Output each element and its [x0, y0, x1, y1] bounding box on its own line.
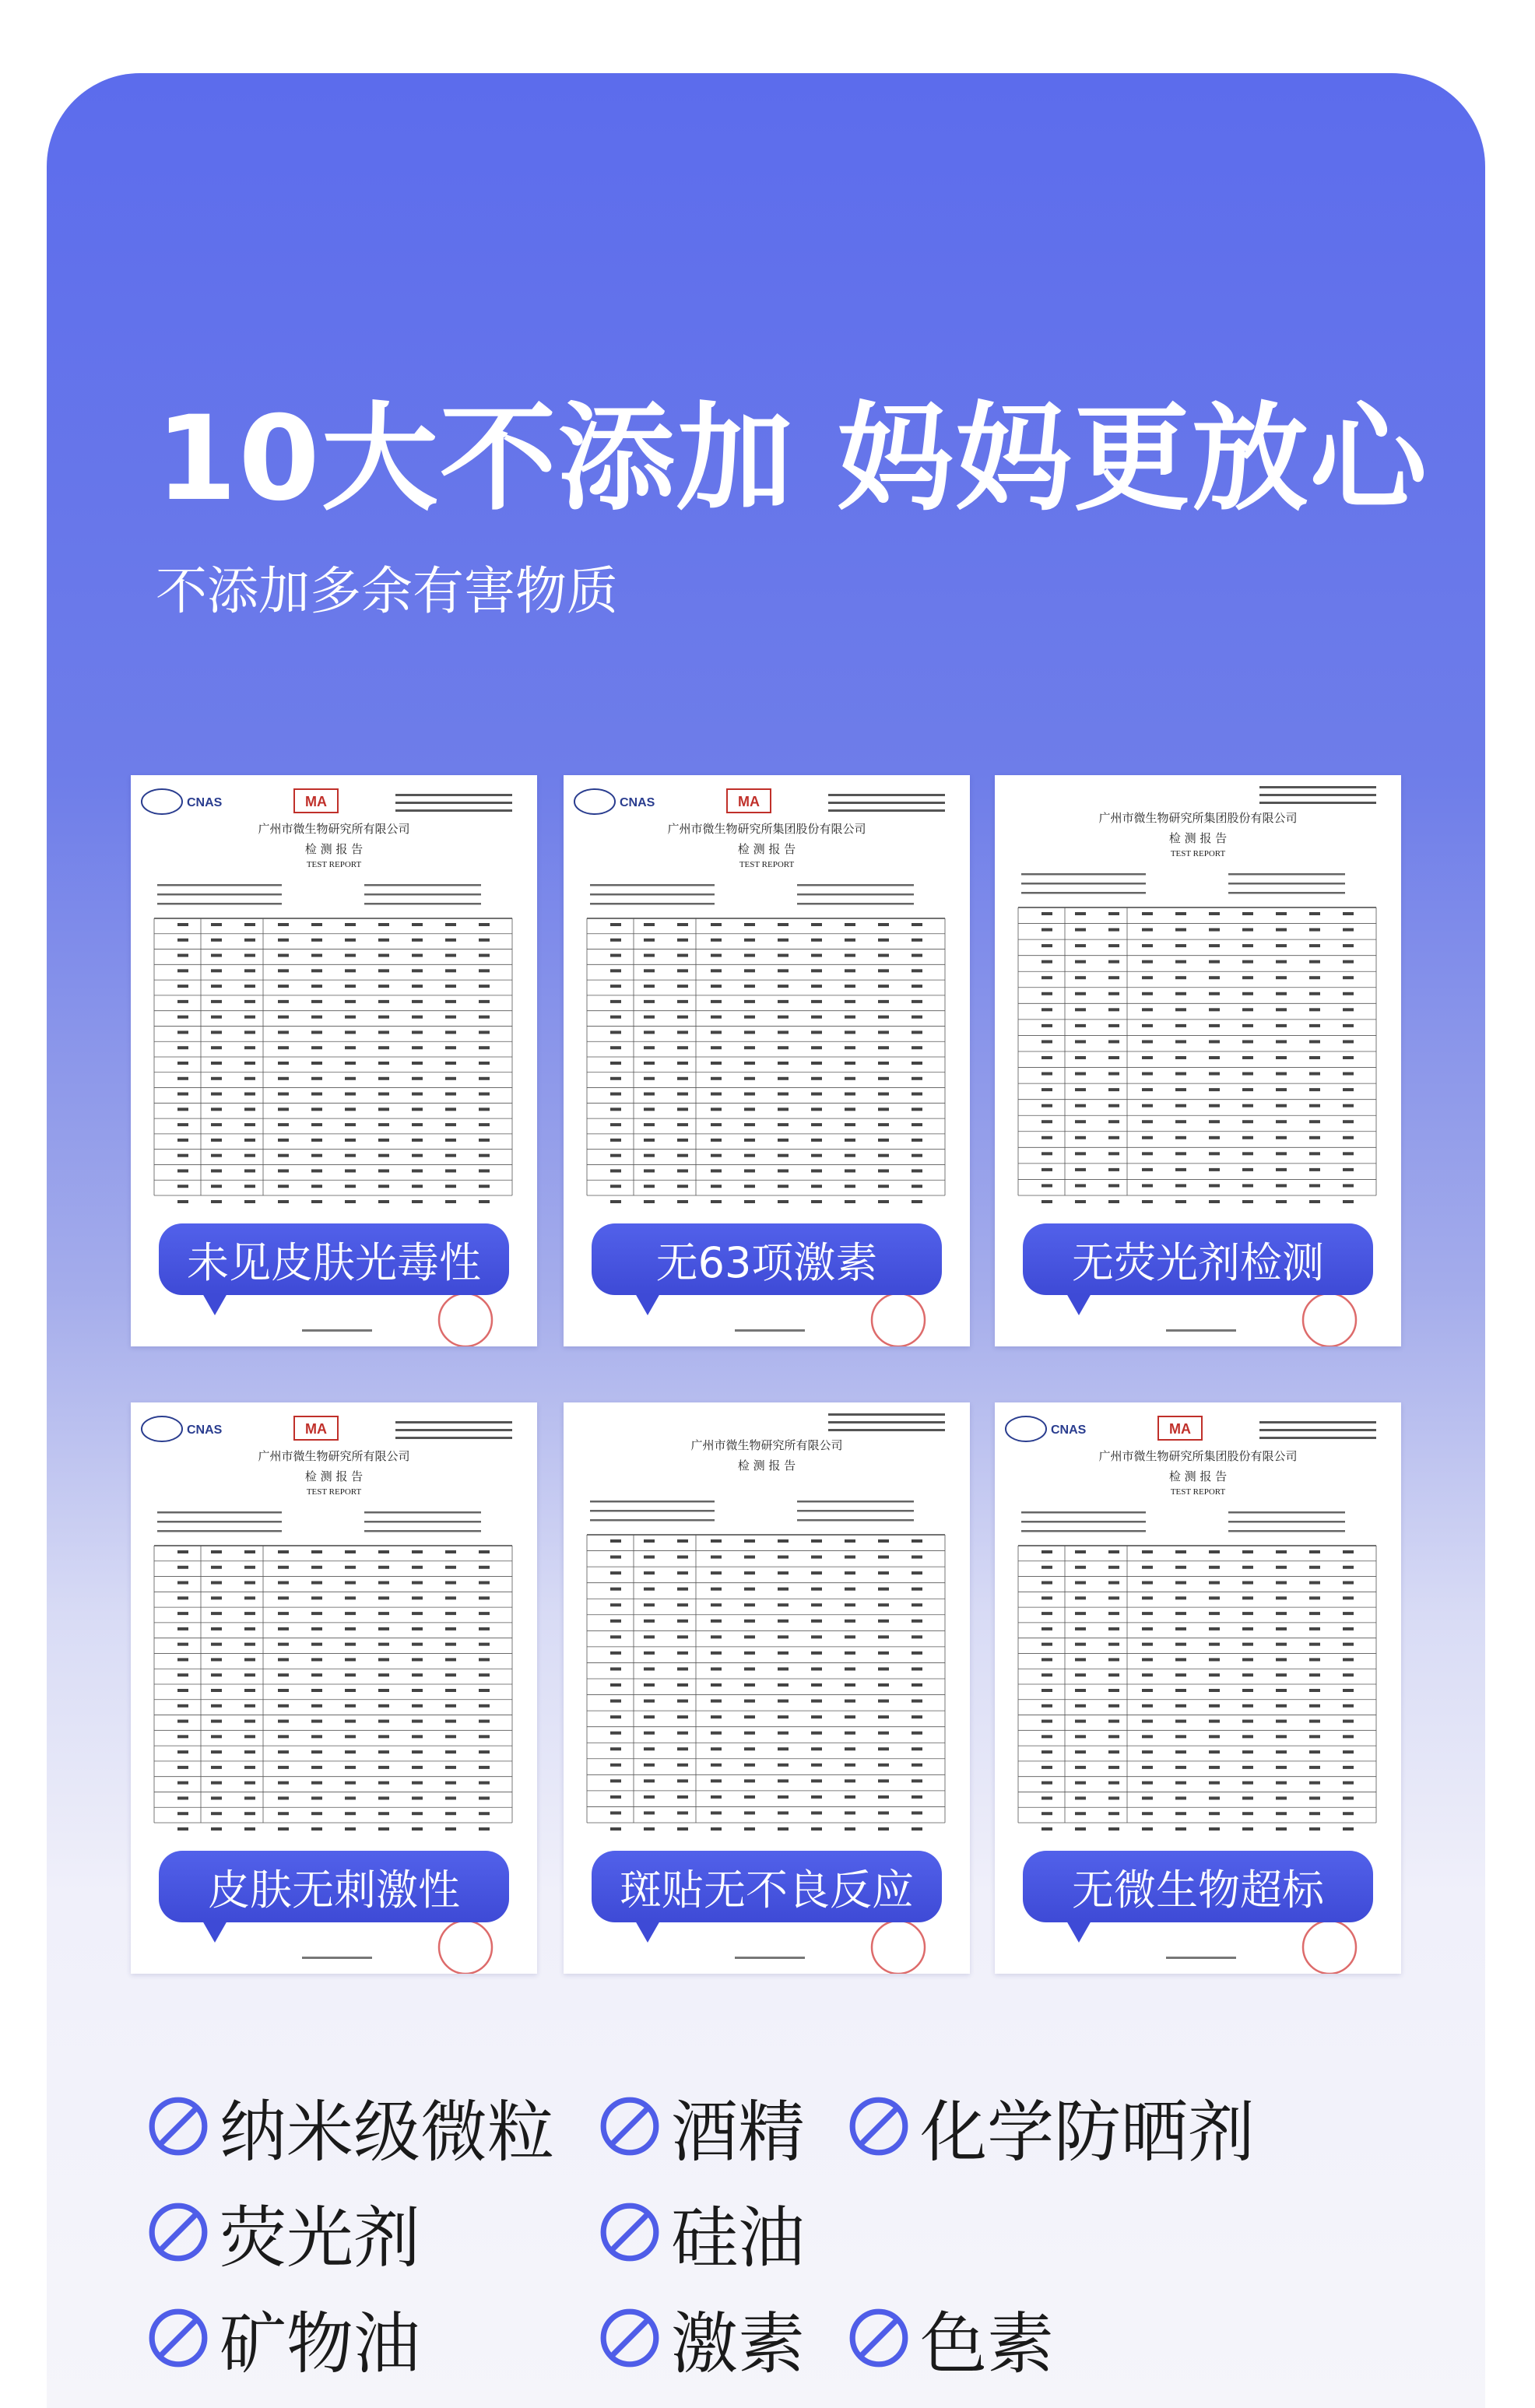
no-add-item	[847, 2078, 1255, 2175]
svg-text:TEST REPORT: TEST REPORT	[739, 860, 795, 869]
prohibited-icon	[847, 2306, 911, 2370]
report-badge: 无63项激素	[592, 1223, 942, 1295]
svg-text:广州市微生物研究所集团股份有限公司: 广州市微生物研究所集团股份有限公司	[1098, 1449, 1298, 1463]
subheadline: 不添加多余有害物质	[156, 561, 618, 621]
prohibited-icon	[146, 2094, 210, 2158]
no-add-item	[146, 2290, 420, 2386]
prohibited-icon	[598, 2094, 662, 2158]
report-badge: 斑贴无不良反应	[592, 1851, 942, 1922]
svg-text:MA: MA	[305, 1421, 327, 1437]
report-card	[564, 775, 970, 1346]
svg-text:MA: MA	[738, 794, 760, 809]
svg-text:检 测 报 告: 检 测 报 告	[304, 842, 364, 856]
svg-text:CNAS: CNAS	[187, 796, 223, 809]
svg-text:检 测 报 告: 检 测 报 告	[1168, 1469, 1228, 1483]
no-add-item	[598, 2184, 805, 2280]
svg-text:广州市微生物研究所集团股份有限公司: 广州市微生物研究所集团股份有限公司	[667, 822, 866, 836]
svg-text:广州市微生物研究所有限公司: 广州市微生物研究所有限公司	[258, 822, 410, 836]
svg-text:检 测 报 告: 检 测 报 告	[1168, 831, 1228, 845]
svg-text:广州市微生物研究所有限公司: 广州市微生物研究所有限公司	[690, 1438, 843, 1452]
report-card	[564, 1402, 970, 1974]
no-add-item-label: 矿物油	[220, 2305, 420, 2383]
svg-text:TEST REPORT: TEST REPORT	[1170, 1487, 1226, 1497]
no-add-item	[146, 2078, 554, 2175]
report-card	[995, 775, 1401, 1346]
report-card	[995, 1402, 1401, 1974]
no-add-item	[598, 2078, 805, 2175]
svg-text:广州市微生物研究所有限公司: 广州市微生物研究所有限公司	[258, 1449, 410, 1463]
no-add-item-label: 激素	[671, 2305, 805, 2383]
svg-text:MA: MA	[305, 794, 327, 809]
svg-text:TEST REPORT: TEST REPORT	[1170, 849, 1226, 858]
no-add-item-label: 色素	[920, 2305, 1054, 2383]
svg-text:CNAS: CNAS	[620, 796, 655, 809]
no-add-item-label: 硅油	[671, 2199, 805, 2277]
no-add-item	[847, 2290, 1054, 2386]
report-badge: 无荧光剂检测	[1023, 1223, 1373, 1295]
report-badge: 无微生物超标	[1023, 1851, 1373, 1922]
prohibited-icon	[847, 2094, 911, 2158]
svg-text:CNAS: CNAS	[187, 1423, 223, 1437]
prohibited-icon	[598, 2306, 662, 2370]
report-badge: 皮肤无刺激性	[159, 1851, 509, 1922]
no-add-item-label: 化学防晒剂	[920, 2094, 1255, 2171]
prohibited-icon	[146, 2306, 210, 2370]
no-add-item	[146, 2184, 420, 2280]
report-card	[131, 1402, 537, 1974]
prohibited-icon	[146, 2200, 210, 2264]
svg-text:检 测 报 告: 检 测 报 告	[737, 842, 796, 856]
prohibited-icon	[598, 2200, 662, 2264]
svg-text:检 测 报 告: 检 测 报 告	[304, 1469, 364, 1483]
headline: 10大不添加 妈妈更放心	[156, 391, 1428, 527]
svg-text:CNAS: CNAS	[1051, 1423, 1087, 1437]
svg-text:检 测 报 告: 检 测 报 告	[737, 1458, 796, 1473]
no-add-item-label: 酒精	[671, 2094, 805, 2171]
no-add-item-label: 纳米级微粒	[220, 2094, 554, 2171]
no-add-item	[598, 2290, 805, 2386]
report-card	[131, 775, 537, 1346]
no-add-item-label: 荧光剂	[220, 2199, 420, 2277]
svg-text:TEST REPORT: TEST REPORT	[306, 860, 362, 869]
svg-text:MA: MA	[1169, 1421, 1191, 1437]
svg-text:TEST REPORT: TEST REPORT	[306, 1487, 362, 1497]
svg-text:广州市微生物研究所集团股份有限公司: 广州市微生物研究所集团股份有限公司	[1098, 811, 1298, 825]
report-badge: 未见皮肤光毒性	[159, 1223, 509, 1295]
